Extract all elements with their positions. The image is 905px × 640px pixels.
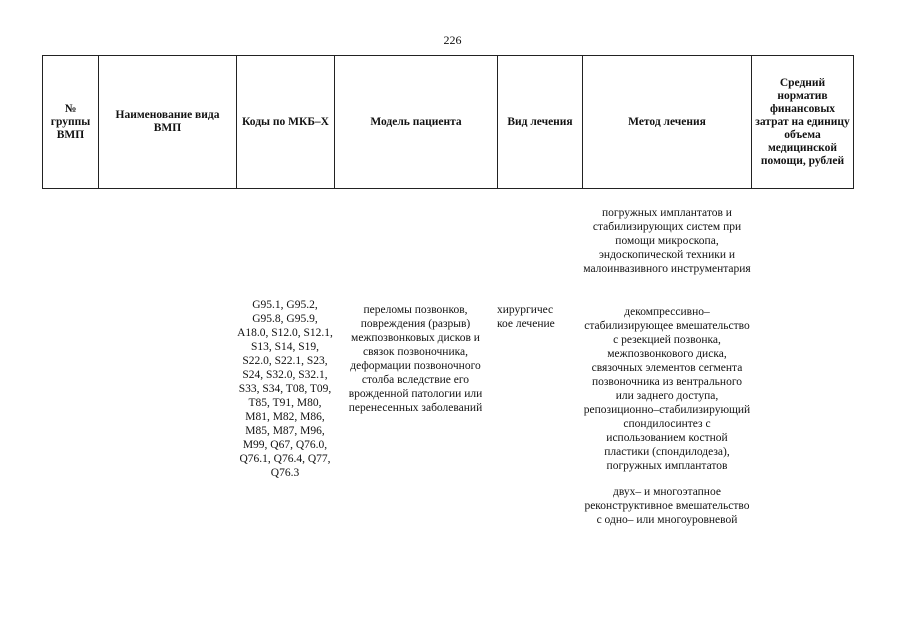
method-item: двух– и многоэтапное реконструктивное вмешательство с одно– или многоуровневой xyxy=(584,486,750,526)
header-patient-model: Модель пациента xyxy=(335,56,498,189)
treatment-method-cell xyxy=(583,305,751,527)
method-item: декомпрессивно–стабилизирующее вмешательство с резекцией позвонка, межпозвонкового диска, связочных элементов сегмента позвоночника из вентрального или заднего доступа, репозиционно–стабилизирующий спондилосинтез с использованием костной пластики (спондилодеза), погружных имплантатов xyxy=(583,306,751,472)
continuation-method: погружных имплантатов и стабилизирующих систем при помощи микроскопа, эндоскопической техники и малоинвазивного инструментария xyxy=(583,207,751,275)
icd-codes-cell: G95.1, G95.2, G95.8, G95.9, A18.0, S12.0, S12.1, S13, S14, S19, S22.0, S22.1, S23, S24, S32.0, S32.1, S33, S34, T08, T09, T85, T91, M80, M81, M82, M86, M85, M87, M96, M99, Q67, Q76.0, Q76.1, Q76.4, Q77, Q76.3 xyxy=(237,299,333,479)
treatment-type-cell: хирургичес кое лечение xyxy=(497,304,555,330)
header-treatment-method: Метод лечения xyxy=(583,56,752,189)
header-vmp-name: Наименование вида ВМП xyxy=(99,56,237,189)
header-icd-codes: Коды по МКБ–Х xyxy=(237,56,335,189)
patient-model-cell: переломы позвонков, повреждения (разрыв) межпозвонковых дисков и связок позвоночника, деформации позвоночного столба вследствие его врожденной патологии или перенесенных заболеваний xyxy=(348,304,483,414)
header-group-no: № группы ВМП xyxy=(43,56,99,189)
header-treatment-type: Вид лечения xyxy=(498,56,583,189)
header-avg-cost: Средний норматив финансовых затрат на единицу объема медицинской помощи, рублей xyxy=(752,56,854,189)
table-header xyxy=(42,55,854,189)
page-number: 226 xyxy=(443,33,462,47)
